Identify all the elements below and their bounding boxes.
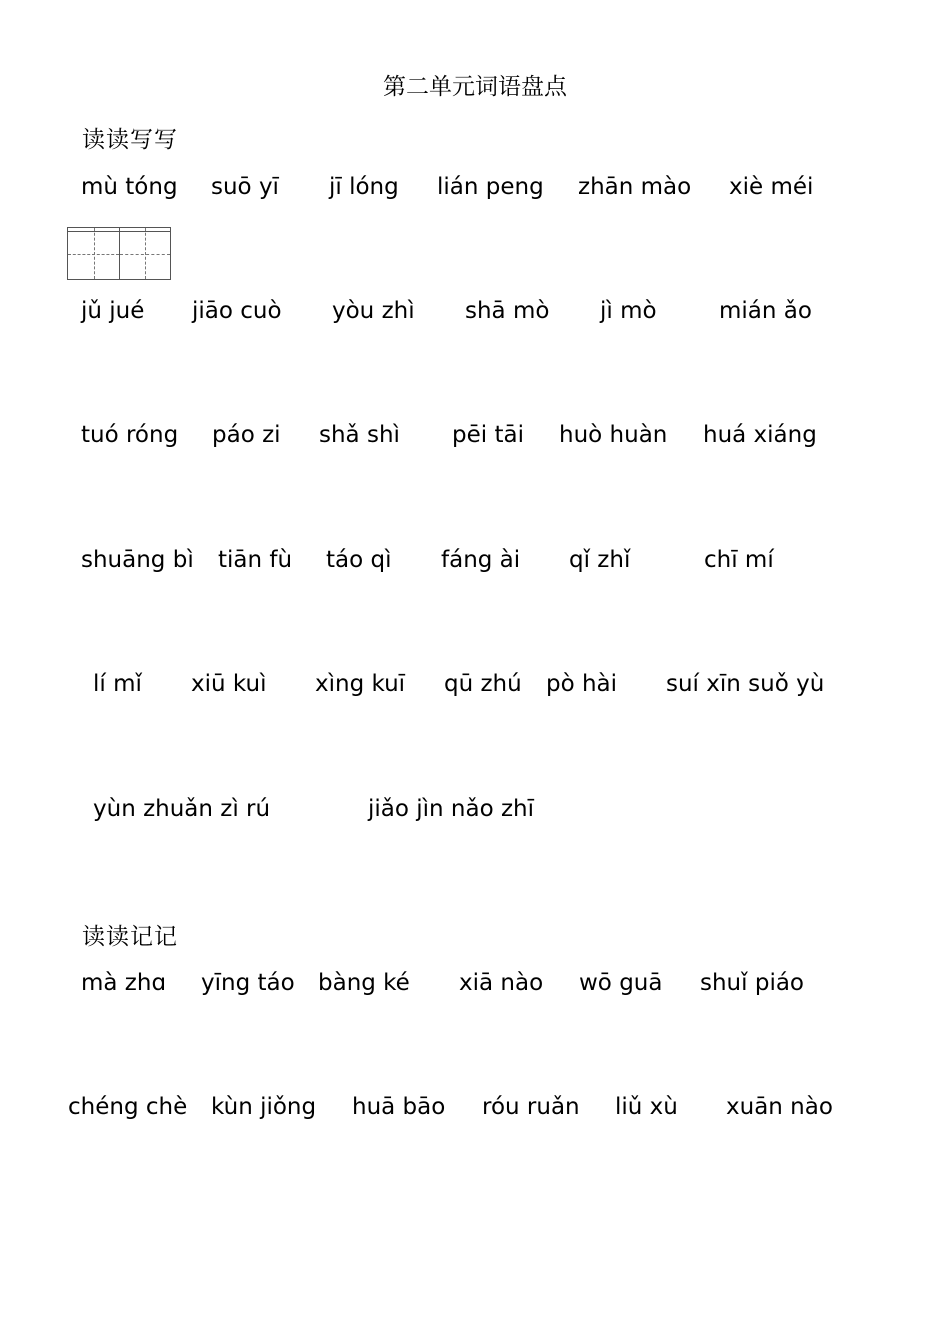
pinyin-word: suí xīn suǒ yù (666, 671, 825, 697)
pinyin-word: wō guā (579, 970, 663, 996)
pinyin-word: táo qì (326, 547, 392, 573)
pinyin-word: mù tóng (81, 174, 178, 200)
pinyin-word: chī mí (704, 547, 774, 573)
pinyin-word: yùn zhuǎn zì rú (93, 796, 271, 822)
pinyin-word: xìng kuī (315, 671, 406, 697)
writing-grid-topline (67, 231, 171, 232)
pinyin-word: yīng táo (201, 970, 295, 996)
pinyin-word: liǔ xù (615, 1094, 678, 1120)
pinyin-word: lí mǐ (93, 671, 142, 697)
pinyin-word: shā mò (465, 298, 550, 324)
pinyin-word: xiè méi (729, 174, 814, 200)
writing-grid-cell (68, 228, 119, 279)
pinyin-word: pò hài (546, 671, 618, 697)
pinyin-word: kùn jiǒng (211, 1094, 317, 1120)
pinyin-word: zhān mào (578, 174, 692, 200)
pinyin-word: fáng ài (441, 547, 521, 573)
pinyin-word: huā bāo (352, 1094, 446, 1120)
pinyin-word: jiāo cuò (192, 298, 282, 324)
section-heading-read-write: 读读写写 (82, 127, 178, 153)
pinyin-word: mà zhɑ (81, 970, 167, 996)
section-heading-read-remember: 读读记记 (82, 924, 178, 950)
pinyin-word: yòu zhì (332, 298, 415, 324)
pinyin-word: huò huàn (559, 422, 668, 448)
pinyin-word: pēi tāi (452, 422, 524, 448)
pinyin-word: jǔ jué (81, 298, 145, 324)
pinyin-word: qǐ zhǐ (569, 547, 631, 573)
pinyin-word: xuān nào (726, 1094, 833, 1120)
pinyin-word: lián peng (437, 174, 544, 200)
writing-grid (67, 227, 171, 280)
pinyin-word: mián ǎo (719, 298, 812, 324)
pinyin-word: tuó róng (81, 422, 179, 448)
pinyin-word: xiū kuì (191, 671, 267, 697)
pinyin-word: shǎ shì (319, 422, 400, 448)
pinyin-word: chéng chè (68, 1094, 188, 1120)
writing-grid-cell (119, 228, 170, 279)
pinyin-word: jī lóng (329, 174, 399, 200)
pinyin-word: jiǎo jìn nǎo zhī (368, 796, 535, 822)
page-title: 第二单元词语盘点 (383, 74, 567, 100)
pinyin-word: bàng ké (318, 970, 410, 996)
pinyin-word: páo zi (212, 422, 281, 448)
pinyin-word: huá xiáng (703, 422, 817, 448)
pinyin-word: jì mò (600, 298, 657, 324)
pinyin-word: suō yī (211, 174, 279, 200)
pinyin-word: róu ruǎn (482, 1094, 580, 1120)
pinyin-word: xiā nào (459, 970, 544, 996)
pinyin-word: qū zhú (444, 671, 522, 697)
pinyin-word: shuǐ piáo (700, 970, 804, 996)
pinyin-word: tiān fù (218, 547, 293, 573)
pinyin-word: shuāng bì (81, 547, 194, 573)
